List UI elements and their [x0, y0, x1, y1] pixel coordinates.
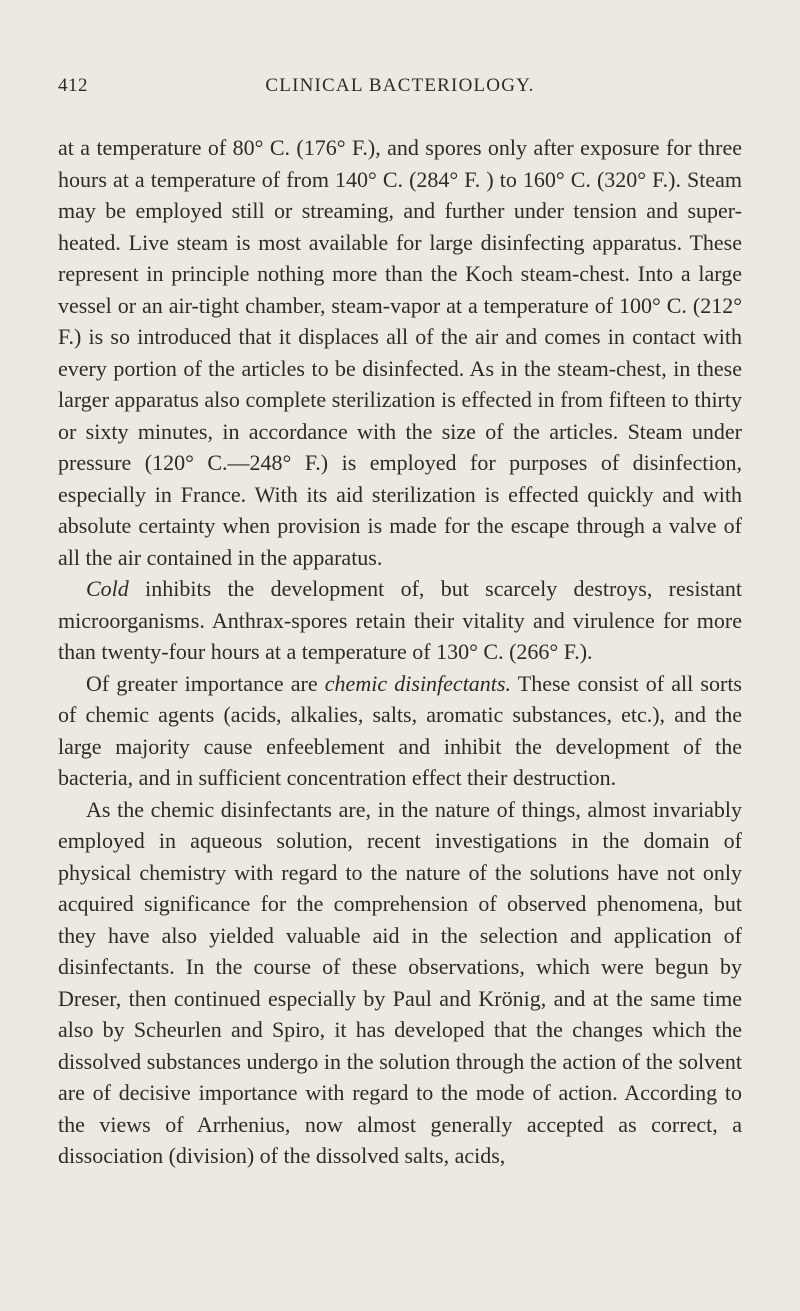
paragraph-chemic-intro: Of greater importance are — [86, 670, 325, 696]
paragraph-chemic-disinfectants — [58, 668, 742, 794]
page-number: 412 — [58, 75, 88, 96]
running-title: CLINICAL BACTERIOLOGY. — [265, 75, 535, 96]
paragraph-physical-chemistry: As the chemic disinfectants are, in the nature of things, almost invariably employed in aqueous solution, recent investigations in the domain of physical chemistry with regard to the nature of the solutions have not only acquired significance for the comprehension of observed phenomena, but they have also yielded valuable aid in the selection and application of disinfectants. In the course of these observations, which were begun by Dreser, then continued especially by Paul and Krönig, and at the same time also by Scheurlen and Spiro, it has developed that the changes which the dissolved substances undergo in the solution through the action of the solvent are of decisive importance with regard to the mode of action. According to the views of Arrhenius, now almost generally accepted as correct, a dissociation (division) of the dissolved salts, acids, — [58, 796, 742, 1168]
paragraph-chemic-text: These consist of all sorts of chemic agents (acids, alkalies, salts, aromatic substances, etc.), and the large majority cause enfeeblement and inhibit the development of the bacteria, and in sufficient concentration effect their destruction. — [58, 670, 742, 790]
term-chemic-disinfectants: chemic disinfectants. — [324, 670, 511, 696]
term-cold: Cold — [86, 576, 129, 601]
paragraph-cold-text: inhibits the development of, but scarcely destroys, resistant microorganisms. Anthrax-spores retain their vitality and virulence for more than twenty-four hours at a temperature of 130° C. (266° F.). — [58, 576, 742, 664]
paragraph-steam: at a temperature of 80° C. (176° F.), and spores only after exposure for three hours at a temperature of from 140° C. (284° F. ) to 160° C. (320° F.). Steam may be employed still or streaming, and further under tension and super-heated. Live steam is most available for large disinfecting apparatus. These represent in principle nothing more than the Koch steam-chest. Into a large vessel or an air-tight chamber, steam-vapor at a temperature of 100° C. (212° F.) is so introduced that it displaces all of the air and comes in contact with every portion of the articles to be disinfected. As in the steam-chest, in these larger apparatus also complete sterilization is effected in from fifteen to thirty or sixty minutes, in accordance with the size of the articles. Steam under pressure (120° C.—248° F.) is employed for purposes of disinfection, especially in France. With its aid sterilization is effected quickly and with absolute certainty when provision is made for the escape through a valve of all the air contained in the apparatus. — [58, 135, 742, 570]
running-head — [58, 75, 742, 103]
paragraph-cold — [58, 573, 742, 668]
body-text — [58, 132, 742, 1172]
